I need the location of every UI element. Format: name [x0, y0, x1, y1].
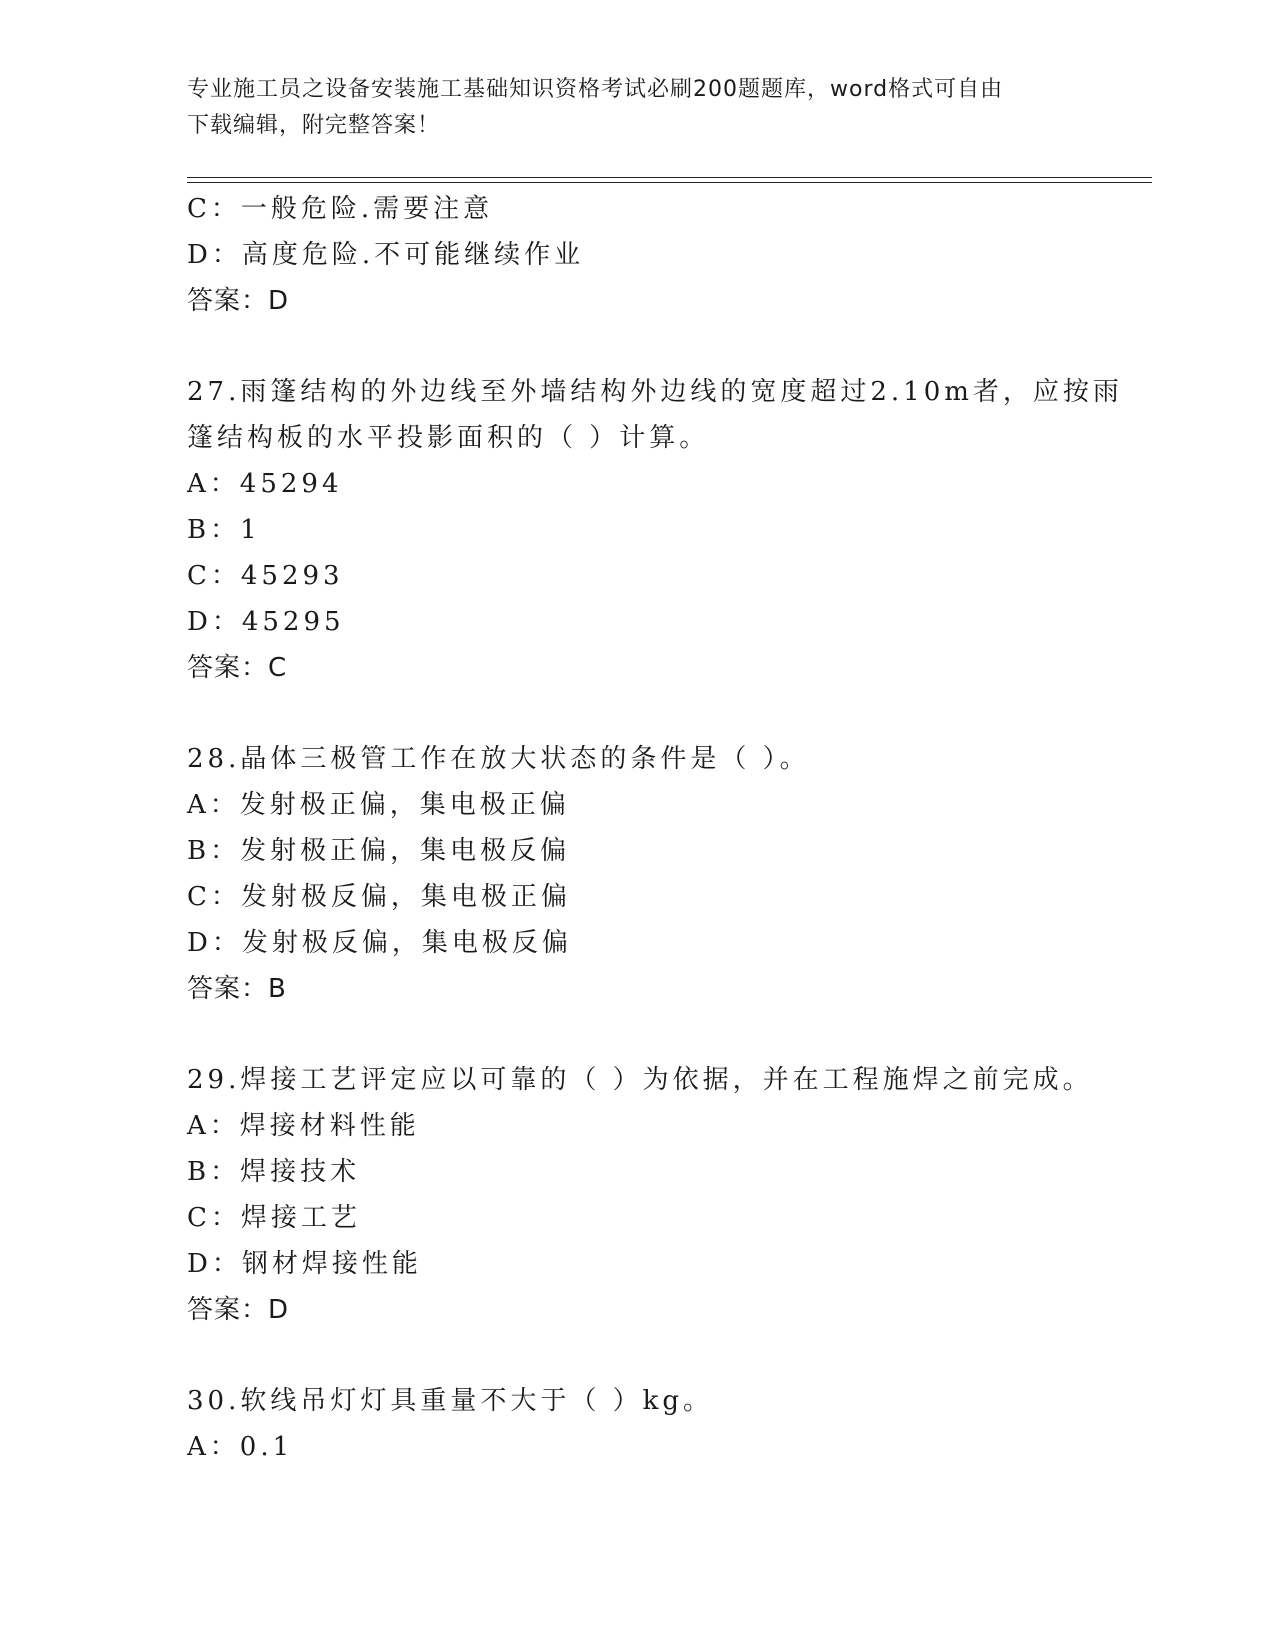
option-d: D：发射极反偏，集电极反偏: [187, 928, 572, 958]
option-d: D：45295: [187, 607, 345, 637]
question-stem: 30.软线吊灯灯具重量不大于（ ）kg。: [187, 1386, 714, 1416]
document-header: [187, 72, 1087, 144]
answer-label: 答案：C: [187, 653, 288, 683]
option-c: C：焊接工艺: [187, 1203, 361, 1233]
question-block-26: [187, 186, 1147, 324]
option-d: D：钢材焊接性能: [187, 1249, 422, 1279]
option-a: A：焊接材料性能: [187, 1111, 420, 1141]
option-c: C：发射极反偏，集电极正偏: [187, 882, 571, 912]
question-stem: 29.焊接工艺评定应以可靠的（ ）为依据，并在工程施焊之前完成。: [187, 1065, 1093, 1095]
answer-label: 答案：D: [187, 1295, 290, 1325]
header-divider-top: [187, 177, 1152, 178]
option-a: A：0.1: [187, 1432, 294, 1462]
option-c: C：45293: [187, 561, 344, 591]
option-a: A：45294: [187, 469, 343, 499]
question-block-30: [187, 1378, 1147, 1470]
option-b: B：发射极正偏，集电极反偏: [187, 836, 571, 866]
question-stem-continued: 篷结构板的水平投影面积的（ ）计算。: [187, 423, 710, 453]
question-stem: 28.晶体三极管工作在放大状态的条件是（ ）。: [187, 744, 810, 774]
option-d: D：高度危险.不可能继续作业: [187, 240, 585, 270]
answer-label: 答案：D: [187, 286, 290, 316]
option-b: B：焊接技术: [187, 1157, 361, 1187]
question-list: [187, 186, 1147, 1470]
header-divider-bottom: [187, 182, 1152, 183]
option-b: B：1: [187, 515, 261, 545]
header-line-2: 下载编辑，附完整答案！: [187, 113, 441, 138]
question-block-28: [187, 736, 1147, 1012]
answer-label: 答案：B: [187, 974, 287, 1004]
question-stem: 27.雨篷结构的外边线至外墙结构外边线的宽度超过2.10m者，应按雨: [187, 377, 1123, 407]
question-block-27: [187, 369, 1147, 691]
option-c: C：一般危险.需要注意: [187, 194, 494, 224]
question-block-29: [187, 1057, 1147, 1333]
option-a: A：发射极正偏，集电极正偏: [187, 790, 570, 820]
header-line-1: 专业施工员之设备安装施工基础知识资格考试必刷200题题库，word格式可自由: [187, 77, 1004, 102]
